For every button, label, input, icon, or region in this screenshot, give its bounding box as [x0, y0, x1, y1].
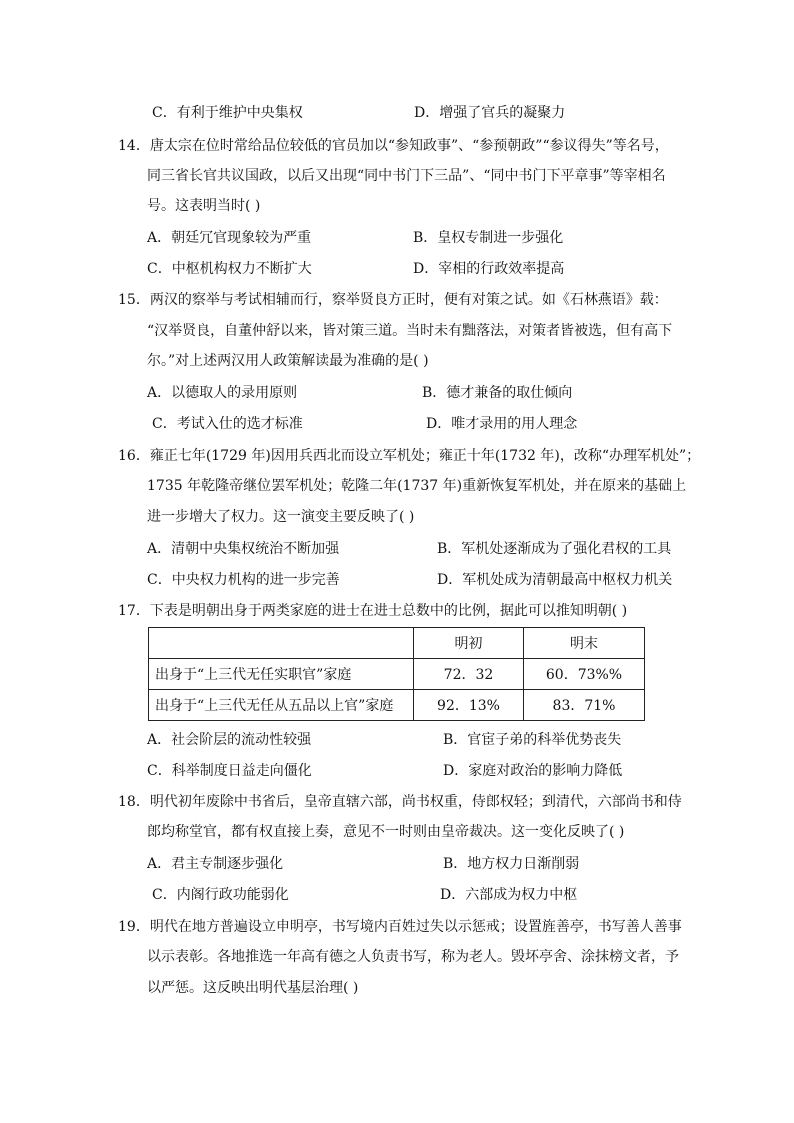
table-cell: 出身于“上三代无任实职官”家庭	[149, 659, 414, 690]
q18-option-a: A．君主专制逐步强化	[147, 856, 284, 872]
q15-option-c: C．考试入仕的选才标准	[152, 416, 303, 432]
q15-stem-line-3: 尔。”对上述两汉用人政策解读最为准确的是( )	[147, 353, 429, 369]
q16-option-b: B．军机处逐渐成为了强化君权的工具	[437, 541, 672, 557]
q16-stem-line-2: 1735 年乾隆帝继位罢军机处；乾隆二年(1737 年)重新恢复军机处，并在原来的基础上	[147, 478, 687, 494]
table-cell: 60．73%%	[524, 659, 645, 690]
q13-option-d: D．增强了官兵的凝聚力	[414, 105, 566, 121]
q18-option-c: C．内阁行政功能弱化	[152, 887, 289, 903]
q16-stem-line-3: 进一步增大了权力。这一演变主要反映了( )	[147, 509, 415, 525]
q15-option-b: B．德才兼备的取仕倾向	[422, 385, 573, 401]
q14-stem-line-1: 14．唐太宗在位时常给品位较低的官员加以“参知政事”、“参预朝政”“参议得失”等名号，	[118, 138, 669, 154]
table-header-cell	[149, 628, 414, 659]
q17-stem-line-1: 17．下表是明朝出身于两类家庭的进士在进士总数中的比例，据此可以推知明朝( )	[118, 603, 628, 619]
table-cell: 92．13%	[414, 690, 524, 721]
q14-option-c: C．中枢机构权力不断扩大	[147, 261, 312, 277]
table-row	[149, 659, 645, 690]
table-header-cell: 明初	[414, 628, 524, 659]
table-row	[149, 690, 645, 721]
q16-option-a: A．清朝中央集权统治不断加强	[147, 541, 340, 557]
q19-stem-line-1: 19．明代在地方普遍设立申明亭，书写境内百姓过失以示惩戒；设置旌善亭，书写善人善事	[118, 919, 682, 935]
q17-option-a: A．社会阶层的流动性较强	[147, 732, 312, 748]
q16-option-d: D．军机处成为清朝最高中枢权力机关	[437, 572, 673, 588]
q18-option-b: B．地方权力日渐削弱	[443, 856, 580, 872]
table-cell: 72．32	[414, 659, 524, 690]
q14-stem-line-2: 同三省长官共议国政，以后又出现“同中书门下三品”、“同中书门下平章事”等宰相名	[147, 168, 666, 184]
q17-option-b: B．官宦子弟的科举优势丧失	[443, 732, 622, 748]
table-cell: 83．71%	[524, 690, 645, 721]
q14-option-a: A．朝廷冗官现象较为严重	[147, 230, 312, 246]
q19-stem-line-3: 以严惩。这反映出明代基层治理( )	[147, 980, 359, 996]
q15-stem-line-2: “汉举贤良，自董仲舒以来，皆对策三道。当时未有黜落法，对策者皆被选，但有高下	[147, 323, 673, 339]
q16-stem-line-1: 16．雍正七年(1729 年)因用兵西北而设立军机处；雍正十年(1732 年)，改称“办理军机处”；	[118, 448, 701, 464]
q18-stem-line-2: 郎均称堂官，都有权直接上奏，意见不一时则由皇帝裁决。这一变化反映了( )	[147, 824, 625, 840]
q18-option-d: D．六部成为权力中枢	[440, 887, 578, 903]
q14-option-b: B．皇权专制进一步强化	[413, 230, 564, 246]
q15-option-d: D．唯才录用的用人理念	[426, 416, 578, 432]
q17-option-d: D．家庭对政治的影响力降低	[443, 763, 623, 779]
q15-option-a: A．以德取人的录用原则	[147, 385, 298, 401]
q15-stem-line-1: 15．两汉的察举与考试相辅而行，察举贤良方正时，便有对策之试。如《石林燕语》载：	[118, 292, 668, 308]
table-header-cell: 明末	[524, 628, 645, 659]
q16-option-c: C．中央权力机构的进一步完善	[147, 572, 340, 588]
q18-stem-line-1: 18．明代初年废除中书省后，皇帝直辖六部，尚书权重，侍郎权轻；到清代，六部尚书和侍	[118, 794, 682, 810]
table-cell: 出身于“上三代无任从五品以上官”家庭	[149, 690, 414, 721]
q14-stem-line-3: 号。这表明当时( )	[147, 198, 261, 214]
table-header-row	[149, 628, 645, 659]
q19-stem-line-2: 以示表彰。各地推选一年高有德之人负责书写，称为老人。毁坏亭舍、涂抹榜文者，予	[147, 949, 679, 965]
q14-option-d: D．宰相的行政效率提高	[413, 261, 565, 277]
q17-option-c: C．科举制度日益走向僵化	[147, 763, 312, 779]
q13-option-c: C．有利于维护中央集权	[152, 105, 303, 121]
data-table	[148, 627, 645, 721]
